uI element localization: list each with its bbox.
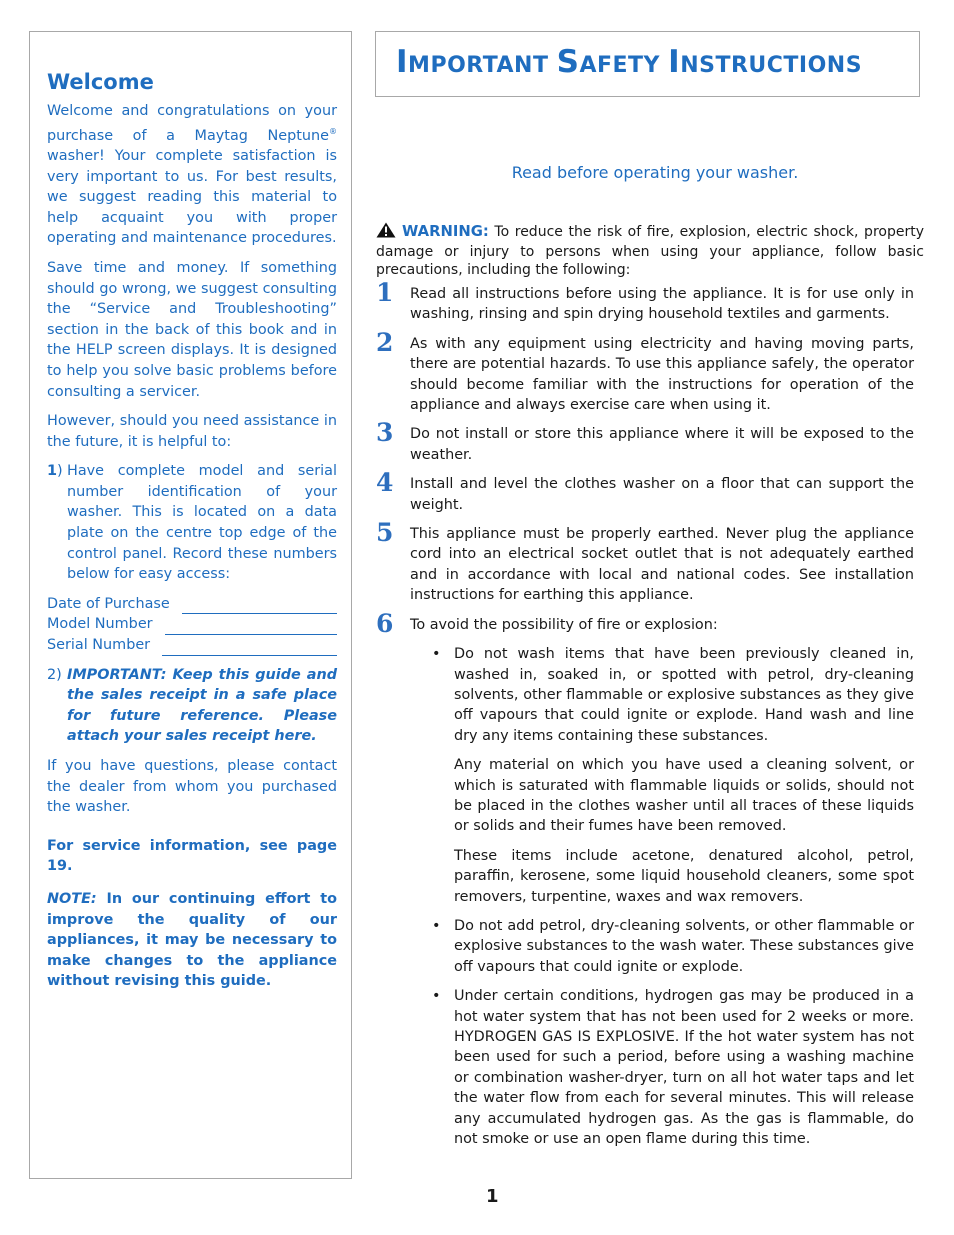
model-number-field [47,614,337,635]
read-before-subtitle: Read before operating your washer. [511,163,799,182]
bullet-text: Under certain conditions, hydrogen gas may be produced in a hot water system that has not been used for 2 weeks or more. HYDROGEN GAS IS EXPLOSIVE. If the hot water system has not been used for such a period, before using a washing machine or combination washer-dryer, turn on all hot water taps and let the water flow from each for several minutes. This will release any accumulated hydrogen gas. As the gas is flammable, do not smoke or use an open flame during this time. [454,988,914,1148]
instruction-text: To avoid the possibility of fire or explosion: [410,616,718,633]
page-number: 1 [486,1186,499,1207]
item-2-number: 2) [47,666,62,683]
bullet-item [410,644,914,907]
serial-number-field [47,635,337,656]
bullet-dot: • [432,988,441,1005]
bullet-item [410,986,914,1149]
instruction-item [376,468,914,515]
bullet-dot: • [432,646,441,663]
warning-text: To reduce the risk of fire, explosion, electric shock, property damage or injury to persons when using your appliance, follow basic precautions, including the following: [376,224,924,279]
welcome-sidebar [29,31,352,1179]
instruction-text: This appliance must be properly earthed. Never plug the appliance cord into an electrical socket outlet that is not adequately earthed and in accordance with local and national codes. See installation instructions for earthing this appliance. [410,526,914,604]
instruction-number: 2 [376,327,394,357]
instruction-text: Read all instructions before using the appliance. It is for use only in washing, rinsing and spin drying household textiles and garments. [410,286,914,323]
date-of-purchase-field [47,594,337,615]
save-time-paragraph: Save time and money. If something should go wrong, we suggest consulting the “Service and Troubleshooting” section in the back of this book and in the HELP screen displays. It is designed to help you solve basic problems before consulting a servicer. [47,259,337,400]
welcome-heading: Welcome [47,70,154,94]
instruction-text: As with any equipment using electricity and having moving parts, there are potential hazards. To use this appliance safely, the operator should become familiar with the instructions for operation of the appliance and always exercise care when using it. [410,335,914,414]
date-of-purchase-label: Date of Purchase [47,595,170,612]
warning-label: WARNING: [402,223,489,240]
bullet-text: Do not wash items that have been previously cleaned in, washed in, soaked in, or spotted with petrol, dry-cleaning solvents, other flammable or explosive substances as they give off vapours that could ignite or explode. Hand wash and line dry any items containing these substances. [454,646,914,744]
instruction-item [376,278,914,325]
sidebar-item-2 [47,665,337,747]
sidebar-content [47,70,337,1001]
warning-paragraph [376,222,924,280]
registered-mark: ® [329,126,337,136]
note-label: NOTE: [47,890,97,907]
instruction-text: Do not install or store this appliance where it will be exposed to the weather. [410,426,914,463]
item-1-text: Have complete model and serial number identification of your washer. This is located on a data plate on the centre top edge of the control panel. Record these numbers below for easy access: [67,463,337,583]
instruction-item [376,418,914,465]
questions-paragraph: If you have questions, please contact the dealer from whom you purchased the washer. [47,758,337,816]
sidebar-item-1 [47,461,337,585]
instruction-item [376,608,914,1150]
instruction-text: Install and level the clothes washer on a floor that can support the weight. [410,476,914,513]
bullet-text: Do not add petrol, dry-cleaning solvents, or other flammable or explosive substances to the wash water. These substances give off vapours that could ignite or explode. [454,917,914,975]
model-number-line [165,620,337,635]
bullet-dot: • [432,917,441,934]
page-title: IMPORTANT SAFETY INSTRUCTIONS [396,44,863,80]
intro-text-b: washer! Your complete satisfaction is very important to us. For best results, we suggest reading this material to help acquaint you with proper operating and maintenance procedures. [47,147,337,247]
instruction-number: 6 [376,608,394,638]
bullet-text: These items include acetone, denatured alcohol, petrol, paraffin, kerosene, some liquid household cleaners, some spot removers, turpentine, waxes and wax removers. [454,847,914,905]
instruction-number: 4 [376,468,394,498]
intro-text-a: Welcome and congratulations on your purchase of a Maytag Neptune [47,103,337,144]
service-info-line: For service information, see page 19. [47,837,337,875]
note-paragraph [47,889,337,992]
note-text: In our continuing effort to improve the quality of our appliances, it may be necessary to make changes to the appliance without revising this guide. [47,890,337,990]
title-box [375,31,920,97]
instruction-number: 1 [376,278,394,307]
assistance-paragraph: However, should you need assistance in the future, it is helpful to: [47,413,337,450]
warning-triangle-icon [376,222,396,243]
model-number-label: Model Number [47,616,153,633]
fire-safety-bullets [410,644,914,1149]
instruction-item [376,518,914,606]
serial-number-line [162,641,337,656]
bullet-item [410,916,914,977]
instruction-number: 3 [376,418,394,448]
instruction-number: 5 [376,518,394,548]
serial-number-label: Serial Number [47,637,151,654]
welcome-intro [47,101,337,249]
instructions-list [376,278,914,1158]
date-of-purchase-line [182,599,337,614]
item-1-number: 1) [47,463,63,480]
item-2-text: IMPORTANT: Keep this guide and the sales receipt in a safe place for future reference. Please attach your sales receipt here. [67,666,337,745]
instruction-item [376,327,914,416]
bullet-text: Any material on which you have used a cleaning solvent, or which is saturated with flammable liquids or solids, should not be placed in the clothes washer until all traces of these liquids or solids and their fumes have been removed. [454,757,914,835]
